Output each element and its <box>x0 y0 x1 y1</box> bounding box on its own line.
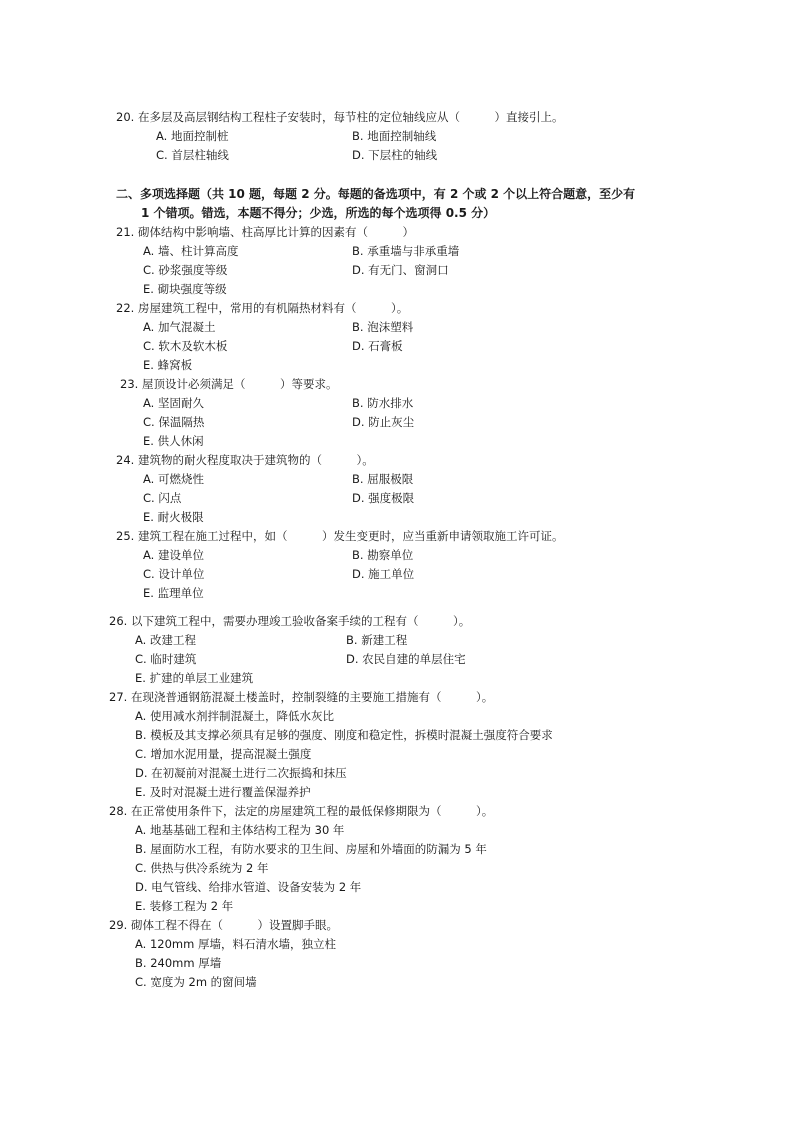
q28-option-a: A. 地基基础工程和主体结构工程为 30 年 <box>135 823 345 837</box>
q24-option-c: C. 闪点 <box>143 491 182 505</box>
q24-option-b: B. 屈服极限 <box>352 472 414 486</box>
q21-option-c: C. 砂浆强度等级 <box>143 263 228 277</box>
q26-option-b: B. 新建工程 <box>346 633 408 647</box>
q25-option-c: C. 设计单位 <box>143 567 205 581</box>
q21-option-a: A. 墙、柱计算高度 <box>143 244 239 258</box>
question-28-stem: 28. 在正常使用条件下，法定的房屋建筑工程的最低保修期限为（ ）。 <box>109 804 494 818</box>
q27-option-b: B. 模板及其支撑必须具有足够的强度、刚度和稳定性，拆模时混凝土强度符合要求 <box>135 728 553 742</box>
q29-option-b: B. 240mm 厚墙 <box>135 956 222 970</box>
q25-option-e: E. 监理单位 <box>143 586 204 600</box>
q26-option-d: D. 农民自建的单层住宅 <box>346 652 466 666</box>
question-25-stem: 25. 建筑工程在施工过程中，如（ ）发生变更时，应当重新申请领取施工许可证。 <box>116 529 564 543</box>
q25-option-b: B. 勘察单位 <box>352 548 414 562</box>
q27-option-d: D. 在初凝前对混凝土进行二次振捣和抹压 <box>135 766 347 780</box>
q23-option-a: A. 坚固耐久 <box>143 396 204 410</box>
q24-option-a: A. 可燃烧性 <box>143 472 204 486</box>
section-heading-line2: 1 个错项。错选，本题不得分；少选，所选的每个选项得 0.5 分） <box>141 206 496 220</box>
q27-option-c: C. 增加水泥用量，提高混凝土强度 <box>135 747 312 761</box>
question-27-stem: 27. 在现浇普通钢筋混凝土楼盖时，控制裂缝的主要施工措施有（ ）。 <box>109 690 494 704</box>
q22-option-a: A. 加气混凝土 <box>143 320 216 334</box>
q23-option-c: C. 保温隔热 <box>143 415 205 429</box>
section-heading-line1: 二、多项选择题（共 10 题，每题 2 分。每题的备选项中，有 2 个或 2 个以上符合题意，至少有 <box>116 187 636 201</box>
q28-option-e: E. 装修工程为 2 年 <box>135 899 234 913</box>
q26-option-e: E. 扩建的单层工业建筑 <box>135 671 254 685</box>
question-20-stem: 20. 在多层及高层钢结构工程柱子安装时，每节柱的定位轴线应从（ ）直接引上。 <box>116 110 564 124</box>
q20-option-a: A. 地面控制桩 <box>156 129 229 143</box>
q23-option-d: D. 防止灰尘 <box>352 415 415 429</box>
q26-option-a: A. 改建工程 <box>135 633 196 647</box>
q23-option-b: B. 防水排水 <box>352 396 414 410</box>
q29-option-c: C. 宽度为 2m 的窗间墙 <box>135 975 257 989</box>
q27-option-e: E. 及时对混凝土进行覆盖保湿养护 <box>135 785 311 799</box>
question-26-stem: 26. 以下建筑工程中，需要办理竣工验收备案手续的工程有（ ）。 <box>109 614 471 628</box>
question-22-stem: 22. 房屋建筑工程中，常用的有机隔热材料有（ ）。 <box>116 301 409 315</box>
q26-option-c: C. 临时建筑 <box>135 652 197 666</box>
question-24-stem: 24. 建筑物的耐火程度取决于建筑物的（ ）。 <box>116 453 374 467</box>
q22-option-d: D. 石膏板 <box>352 339 403 353</box>
question-23-stem: 23. 屋顶设计必须满足（ ）等要求。 <box>120 377 338 391</box>
q21-option-e: E. 砌块强度等级 <box>143 282 227 296</box>
q22-option-b: B. 泡沫塑料 <box>352 320 414 334</box>
q27-option-a: A. 使用减水剂拌制混凝土，降低水灰比 <box>135 709 334 723</box>
q20-option-c: C. 首层柱轴线 <box>156 148 229 162</box>
question-21-stem: 21. 砌体结构中影响墙、柱高厚比计算的因素有（ ） <box>116 225 414 239</box>
q21-option-d: D. 有无门、窗洞口 <box>352 263 449 277</box>
q22-option-e: E. 蜂窝板 <box>143 358 193 372</box>
question-29-stem: 29. 砌体工程不得在（ ）设置脚手眼。 <box>109 918 338 932</box>
q25-option-a: A. 建设单位 <box>143 548 204 562</box>
q20-option-b: B. 地面控制轴线 <box>352 129 437 143</box>
q24-option-e: E. 耐火极限 <box>143 510 204 524</box>
q25-option-d: D. 施工单位 <box>352 567 415 581</box>
q29-option-a: A. 120mm 厚墙，料石清水墙，独立柱 <box>135 937 336 951</box>
q24-option-d: D. 强度极限 <box>352 491 415 505</box>
q28-option-b: B. 屋面防水工程，有防水要求的卫生间、房屋和外墙面的防漏为 5 年 <box>135 842 487 856</box>
q21-option-b: B. 承重墙与非承重墙 <box>352 244 460 258</box>
q22-option-c: C. 软木及软木板 <box>143 339 228 353</box>
q28-option-c: C. 供热与供冷系统为 2 年 <box>135 861 269 875</box>
q20-option-d: D. 下层柱的轴线 <box>352 148 438 162</box>
q23-option-e: E. 供人休闲 <box>143 434 204 448</box>
q28-option-d: D. 电气管线、给排水管道、设备安装为 2 年 <box>135 880 362 894</box>
